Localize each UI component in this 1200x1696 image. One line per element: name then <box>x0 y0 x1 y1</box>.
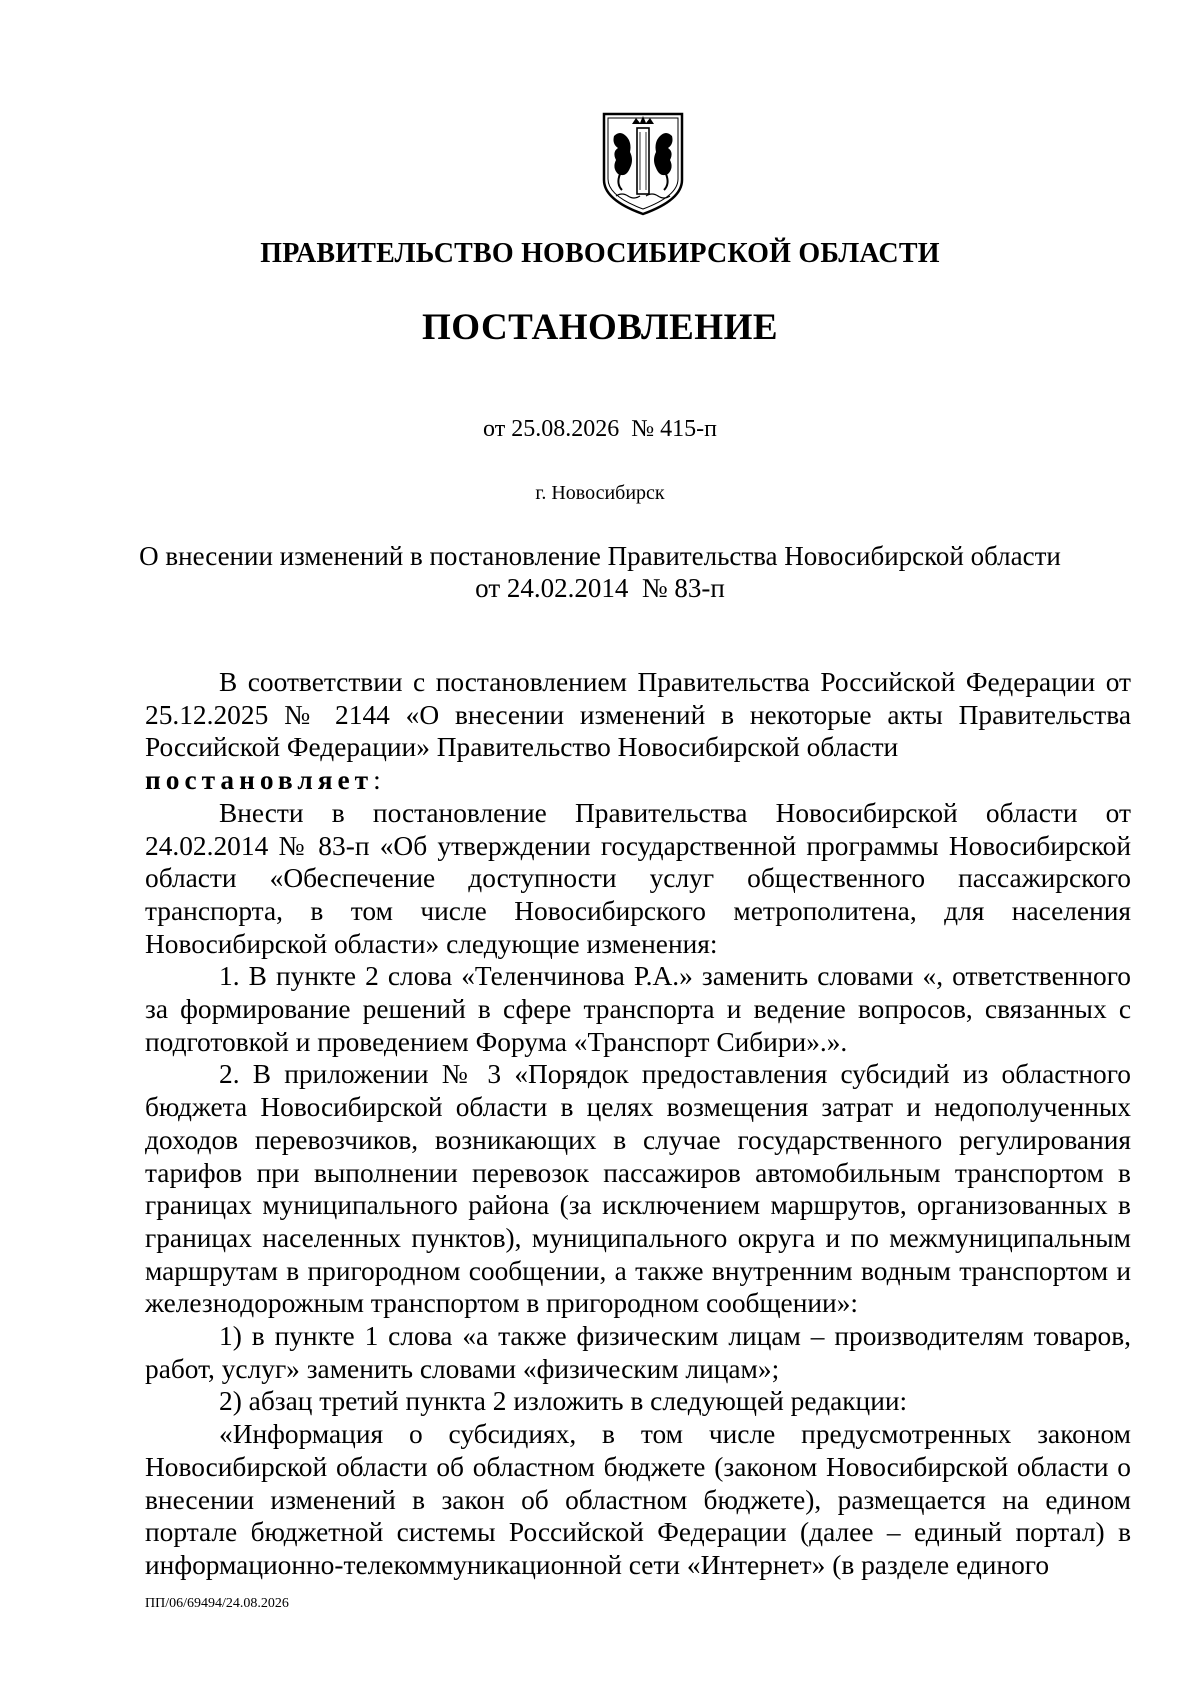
resolves-colon: : <box>373 765 381 796</box>
document-body <box>145 666 1131 1582</box>
document-subject <box>0 540 1200 604</box>
document-code-footer: ПП/06/69494/24.08.2026 <box>145 1596 289 1611</box>
paragraph-2-item-2: 2) абзац третий пункта 2 изложить в следующей редакции: <box>219 1386 908 1417</box>
intro-paragraph: Внести в постановление Правительства Новосибирской области от 24.02.2014 № 83-п «Об утверждении государственной программы Новосибирской области «Обеспечение доступности услуг общественного пассажирского транспорта, в том числе Новосибирского метрополитена, для населения Новосибирской области» следующие изменения: <box>145 797 1131 959</box>
preamble-text: В соответствии с постановлением Правительства Российской Федерации от 25.12.2025 № 2144 «О внесении изменений в некоторые акты Правительства Российской Федерации» Правительство Новосибирской области <box>145 667 1131 763</box>
resolves-word: постановляет <box>145 765 374 796</box>
subject-line-2: от 24.02.2014 № 83-п <box>475 573 725 603</box>
paragraph-1: 1. В пункте 2 слова «Теленчинова Р.А.» заменить словами «, ответственного за формирование решений в сфере транспорта и ведение вопросов, связанных с подготовкой и проведением Форума «Транспорт Сибири».». <box>145 961 1131 1057</box>
paragraph-2: 2. В приложении № 3 «Порядок предоставления субсидий из областного бюджета Новосибирской области в целях возмещения затрат и недополученных доходов перевозчиков, возникающих в случае государственного регулирования тарифов при выполнении перевозок пассажиров автомобильным транспортом в границах муниципального района (за исключением маршрутов, организованных в границах населенных пунктов), муниципального округа и по межмуниципальным маршрутам в пригородном сообщении, а также внутренним водным транспортом и железнодорожным транспортом в пригородном сообщении»: <box>145 1059 1131 1319</box>
quoted-paragraph: «Информация о субсидиях, в том числе предусмотренных законом Новосибирской области об областном бюджете (законом Новосибирской области о внесении изменений в закон об областном бюджете), размещается на едином портале бюджетной системы Российской Федерации (далее – единый портал) в информационно-телекоммуникационной сети «Интернет» (в разделе единого <box>145 1419 1131 1580</box>
city-line: г. Новосибирск <box>535 482 665 504</box>
coat-of-arms-icon <box>600 110 686 216</box>
document-type-title: ПОСТАНОВЛЕНИЕ <box>421 307 779 348</box>
preamble-paragraph <box>145 666 1131 797</box>
organization-title: ПРАВИТЕЛЬСТВО НОВОСИБИРСКОЙ ОБЛАСТИ <box>260 238 940 269</box>
subject-line-1: О внесении изменений в постановление Правительства Новосибирской области <box>139 541 1061 571</box>
paragraph-2-item-1: 1) в пункте 1 слова «а также физическим лицам – производителям товаров, работ, услуг» заменить словами «физическим лицам»; <box>145 1321 1131 1384</box>
date-and-number: от 25.08.2026 № 415-п <box>483 416 717 442</box>
